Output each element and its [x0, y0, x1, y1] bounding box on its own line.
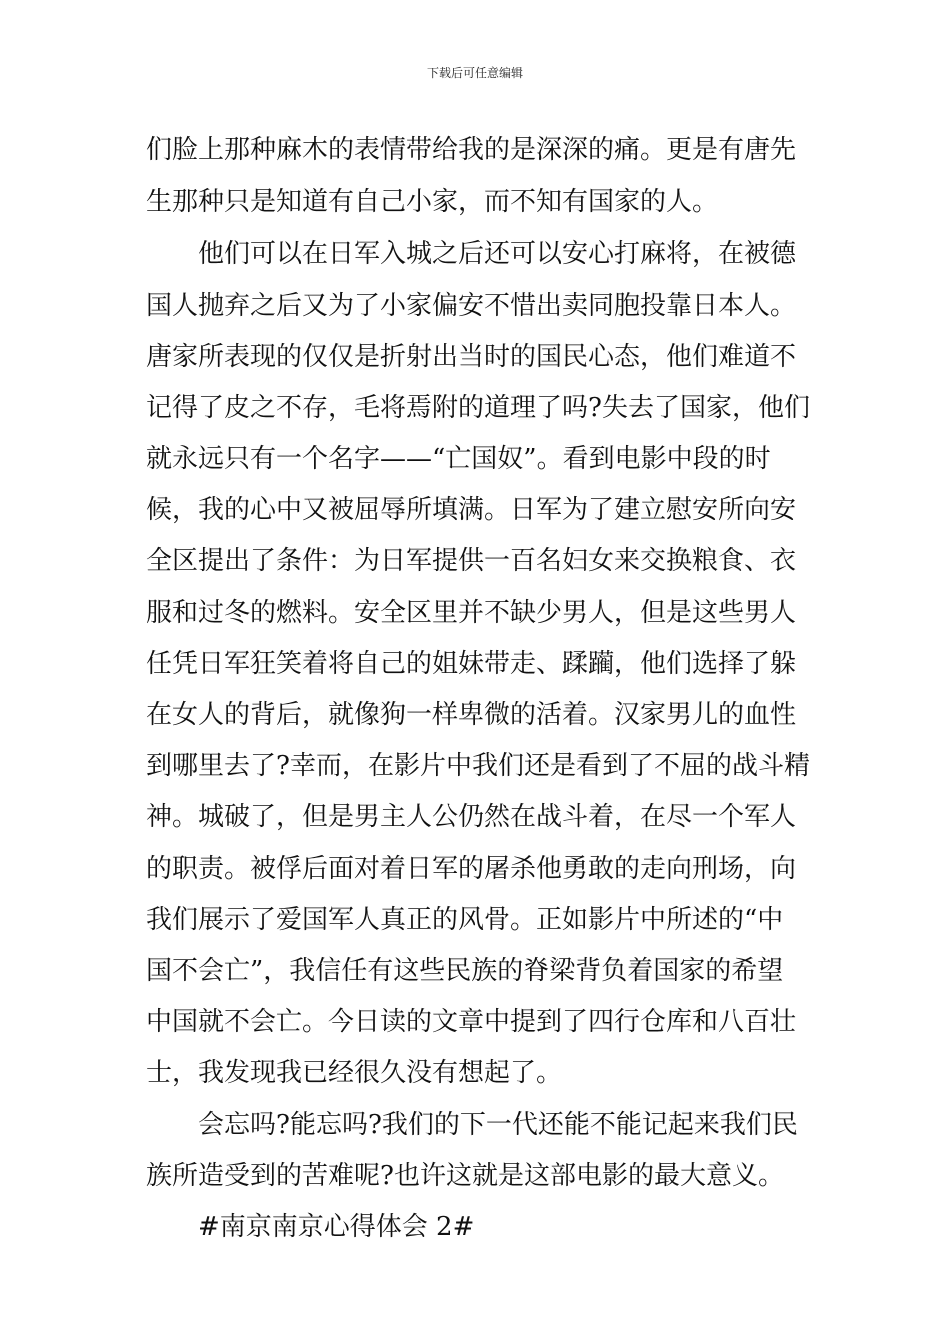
text-line: 生那种只是知道有自己小家，而不知有国家的人。 — [146, 187, 719, 217]
text-line: 全区提出了条件：为日军提供一百名妇女来交换粮食、衣 — [146, 546, 797, 576]
text-line: 们脸上那种麻木的表情带给我的是深深的痛。更是有唐先 — [146, 135, 797, 165]
page-header: 下载后可任意编辑 — [426, 66, 523, 80]
text-line: 就永远只有一个名字——“亡国奴”。看到电影中段的时 — [146, 444, 771, 474]
text-line: 在女人的背后，就像狗一样卑微的活着。汉家男儿的血性 — [146, 700, 797, 730]
text-line: 国人抛弃之后又为了小家偏安不惜出卖同胞投靠日本人。 — [146, 291, 797, 321]
text-line: 记得了皮之不存，毛将焉附的道理了吗?失去了国家，他们 — [146, 393, 810, 423]
text-line: 服和过冬的燃料。安全区里并不缺少男人，但是这些男人 — [146, 598, 797, 628]
text-line: 唐家所表现的仅仅是折射出当时的国民心态，他们难道不 — [146, 342, 797, 372]
text-line: 士，我发现我已经很久没有想起了。 — [146, 1058, 563, 1088]
text-line: 神。城破了，但是男主人公仍然在战斗着，在尽一个军人 — [146, 802, 797, 832]
text-line: 候，我的心中又被屈辱所填满。日军为了建立慰安所向安 — [146, 495, 797, 525]
text-line: 族所造受到的苦难呢?也许这就是这部电影的最大意义。 — [146, 1161, 784, 1191]
text-line: 国不会亡”，我信任有这些民族的脊梁背负着国家的希望 — [146, 956, 784, 986]
text-line: 任凭日军狂笑着将自己的姐妹带走、蹂躏，他们选择了躲 — [146, 649, 797, 679]
section-heading: #南京南京心得体会 2# — [198, 1212, 475, 1242]
text-line: 我们展示了爱国军人真正的风骨。正如影片中所述的“中 — [146, 905, 784, 935]
paragraph-start: 他们可以在日军入城之后还可以安心打麻将，在被德 — [198, 239, 797, 269]
paragraph-start: 会忘吗?能忘吗?我们的下一代还能不能记起来我们民 — [198, 1110, 798, 1140]
text-line: 中国就不会亡。今日读的文章中提到了四行仓库和八百壮 — [146, 1007, 797, 1037]
text-line: 的职责。被俘后面对着日军的屠杀他勇敢的走向刑场，向 — [146, 854, 797, 884]
text-line: 到哪里去了?幸而，在影片中我们还是看到了不屈的战斗精 — [146, 751, 810, 781]
